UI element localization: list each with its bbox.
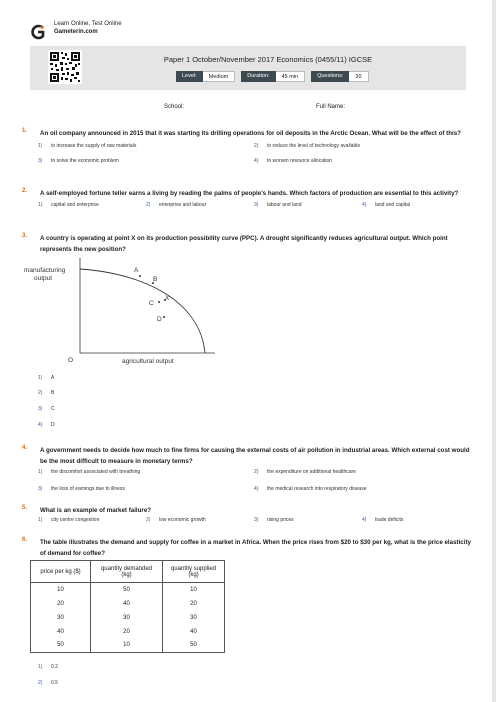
option-1[interactable]: 1) 0.2 [38,664,58,670]
svg-text:D: D [157,316,162,323]
question-5 [22,505,472,528]
svg-text:X: X [165,295,170,302]
option-4[interactable]: 4) to worsen resource allocation [254,158,333,164]
page-edge [492,0,496,702]
level-pill: Level: Medium [176,71,235,82]
question-1 [22,128,472,169]
svg-text:C: C [149,300,154,307]
ppc-xlabel: agricultural output [122,358,174,365]
option-4[interactable]: 4) D [38,422,55,428]
question-number: 3. [22,233,28,239]
question-text: A government needs to decide how much to fine firms for causing the external costs of air pollution in industrial areas. Which external cost would be the most difficult to measure in monetary terms? [40,447,470,465]
svg-text:B: B [153,276,158,283]
question-2 [22,188,472,213]
option-1[interactable]: 1) capital and enterprise [38,202,99,208]
paper-title: Paper 1 October/November 2017 Economics (0455/11) IGCSE [163,55,373,64]
question-3 [22,233,472,255]
question-number: 5. [22,505,28,511]
ppc-ylabel: manufacturing [24,267,66,274]
option-2[interactable]: 2) enterprise and labour [146,202,207,208]
option-2[interactable]: 2) B [38,390,55,396]
table-row: 40 20 40 [31,625,225,639]
paper-header [30,46,466,90]
question-text: A country is operating at point X on its production possibility curve (PPC). A drought significantly reduces agricultural output. Which point represents the new position? [40,235,448,253]
option-1[interactable]: 1) the discomfort associated with breathing [38,469,141,475]
question-number: 2. [22,188,28,194]
ppc-curve [80,269,205,353]
option-1[interactable]: 1) city centre congestion [38,517,100,523]
full-name-field[interactable]: Full Name: [316,104,346,110]
brand-tagline: Learn Online, Test Online [54,21,122,27]
question-text: What is an example of market failure? [40,507,152,514]
table-row: 20 40 20 [31,597,225,611]
table-header: quantity demanded (kg) [91,561,163,583]
question-3-options [22,375,472,435]
question-text: A self-employed fortune teller earns a living by reading the palms of people's hands. Which factors of production are essential to this activity? [40,190,459,197]
ppc-diagram [22,255,222,365]
option-2[interactable]: 2) 0.5 [38,680,58,686]
logo-icon [30,24,46,40]
option-1[interactable]: 1) A [38,375,55,381]
option-2[interactable]: 2) low economic growth [146,517,206,523]
question-number: 4. [22,445,28,451]
ppc-origin: O [68,357,74,364]
option-1[interactable]: 1) to increase the supply of raw materials [38,143,137,149]
duration-pill: Duration: 45 min [241,71,305,82]
supply-demand-table [30,560,225,653]
question-text: An oil company announced in 2015 that it was starting its drilling operations for oil deposits in the Arctic Ocean. What will be the effect of this? [40,130,461,137]
option-3[interactable]: 3) rising prices [254,517,294,523]
option-4[interactable]: 4) the medical research into respiratory disease [254,486,367,492]
question-6-options [22,664,472,694]
table-header: quantity supplied (kg) [163,561,225,583]
question-4 [22,445,472,501]
option-3[interactable]: 3) C [38,406,55,412]
question-6 [22,537,472,559]
option-3[interactable]: 3) labour and land [254,202,302,208]
question-number: 1. [22,128,28,134]
brand [30,20,122,40]
ppc-ylabel-2: output [34,275,53,282]
questions-pill: Questions: 30 [311,71,368,82]
option-4[interactable]: 4) land and capital [362,202,411,208]
option-3[interactable]: 3) the loss of earnings due to illness [38,486,125,492]
school-field[interactable]: School: [164,104,185,110]
table-row: 50 10 50 [31,639,225,653]
svg-text:A: A [134,267,139,274]
question-text: The table illustrates the demand and supply for coffee in a market in Africa. When the price rises from $20 to $30 per kg, what is the price elasticity of demand for coffee? [40,539,471,557]
table-row: 30 30 30 [31,611,225,625]
brand-site[interactable]: Gameterin.com [54,29,98,35]
question-number: 6. [22,537,28,543]
option-2[interactable]: 2) to reduce the level of technology available [254,143,361,149]
paper-meta [176,71,369,82]
option-2[interactable]: 2) the expenditure on additional healthcare [254,469,356,475]
table-header: price per kg ($) [31,561,91,583]
option-3[interactable]: 3) to solve the economic problem [38,158,119,164]
table-row: 10 50 10 [31,583,225,597]
option-4[interactable]: 4) trade deficits [362,517,404,523]
